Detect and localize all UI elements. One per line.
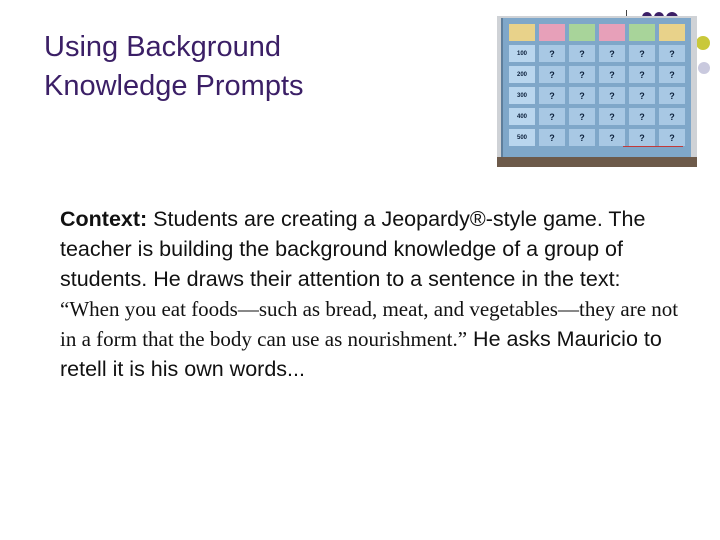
board-header-card <box>599 24 625 41</box>
board-question-card: ? <box>599 87 625 104</box>
red-tape <box>623 146 683 147</box>
board-question-card: ? <box>629 129 655 146</box>
board-question-card: ? <box>659 45 685 62</box>
board-question-card: ? <box>569 66 595 83</box>
board-question-card: ? <box>539 87 565 104</box>
board-question-card: ? <box>659 66 685 83</box>
board-question-card: ? <box>599 129 625 146</box>
board-question-card: ? <box>539 129 565 146</box>
dot-olive <box>696 36 710 50</box>
board-question-card: ? <box>539 108 565 125</box>
board-header-card <box>659 24 685 41</box>
context-text-1: Students are creating a Jeopardy®-style game. The teacher is building the background knowledge of a group of students. He draws their attention to a sentence in the text: <box>60 207 646 291</box>
board-question-card: ? <box>659 87 685 104</box>
board-question-card: ? <box>629 87 655 104</box>
board-value-card: 500 <box>509 129 535 146</box>
board-question-card: ? <box>569 45 595 62</box>
board-header-card <box>629 24 655 41</box>
context-text-2: He asks Mauricio to retell it is his own words... <box>60 327 662 381</box>
board-question-card: ? <box>539 66 565 83</box>
board-question-card: ? <box>659 129 685 146</box>
board-header-card <box>509 24 535 41</box>
board <box>501 18 691 160</box>
board-question-card: ? <box>629 108 655 125</box>
board-header-card <box>539 24 565 41</box>
board-value-card: 200 <box>509 66 535 83</box>
board-question-card: ? <box>569 108 595 125</box>
board-value-card: 300 <box>509 87 535 104</box>
classroom-floor <box>497 157 697 167</box>
jeopardy-board-photo <box>497 16 697 167</box>
board-question-card: ? <box>569 129 595 146</box>
slide-title <box>44 28 444 106</box>
board-question-card: ? <box>629 45 655 62</box>
context-paragraph <box>60 204 680 384</box>
title-line-2: Knowledge Prompts <box>44 70 304 102</box>
board-header-card <box>569 24 595 41</box>
board-question-card: ? <box>659 108 685 125</box>
board-question-card: ? <box>539 45 565 62</box>
title-line-1: Using Background <box>44 31 281 63</box>
board-question-card: ? <box>629 66 655 83</box>
board-value-card: 100 <box>509 45 535 62</box>
context-label: Context: <box>60 207 148 231</box>
board-question-card: ? <box>599 45 625 62</box>
quoted-sentence: “When you eat foods—such as bread, meat, and vegetables—they are not in a form that the body can use as nourishment.” <box>60 297 679 351</box>
board-question-card: ? <box>599 66 625 83</box>
board-grid <box>509 24 685 146</box>
board-question-card: ? <box>599 108 625 125</box>
dot-light <box>698 62 710 74</box>
board-value-card: 400 <box>509 108 535 125</box>
board-question-card: ? <box>569 87 595 104</box>
